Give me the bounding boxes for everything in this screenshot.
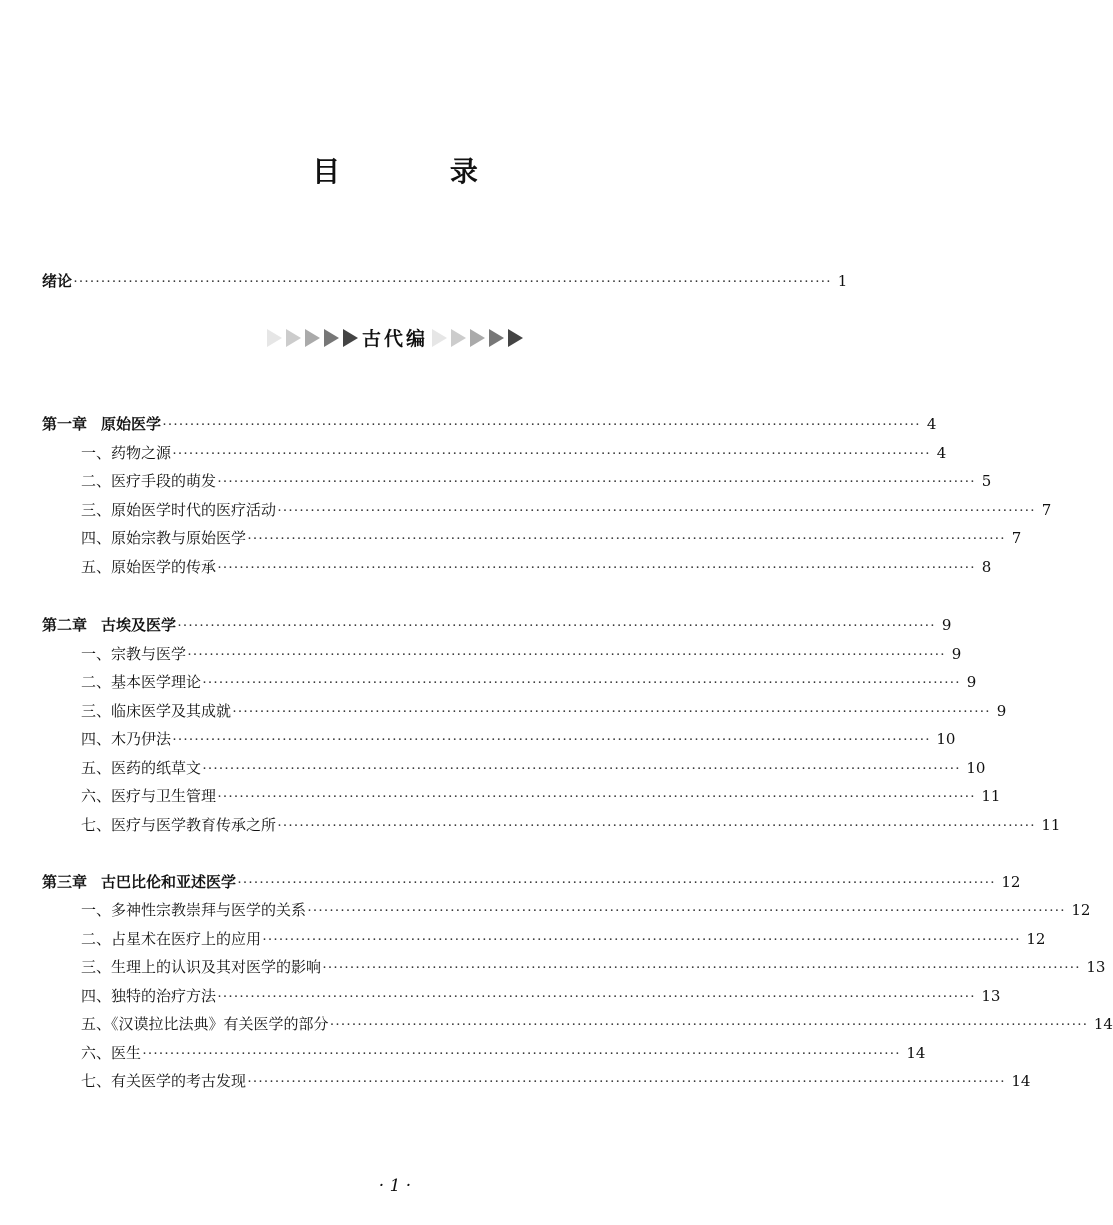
dot-leader: ·········································································································································· bbox=[172, 446, 931, 462]
toc-entry-label: 绪论 bbox=[42, 272, 73, 290]
dot-leader: ·········································································································································· bbox=[322, 960, 1081, 976]
toc-section-label: 四、木乃伊法 bbox=[81, 730, 172, 748]
left-arrows-icon bbox=[267, 329, 358, 347]
toc-section[interactable] bbox=[81, 758, 986, 779]
toc-section-label: 七、有关医学的考古发现 bbox=[81, 1072, 247, 1090]
toc-page-number: 7 bbox=[1011, 529, 1022, 547]
toc-page-number: 10 bbox=[966, 759, 986, 777]
toc-section[interactable] bbox=[81, 701, 1007, 722]
toc-section-label: 六、医疗与卫生管理 bbox=[81, 787, 217, 805]
toc-page-number: 14 bbox=[1093, 1015, 1113, 1033]
toc-section[interactable] bbox=[81, 443, 947, 464]
dot-leader: ·········································································································································· bbox=[172, 732, 931, 748]
toc-section-label: 二、占星术在医疗上的应用 bbox=[81, 930, 262, 948]
dot-leader: ·········································································································································· bbox=[217, 789, 976, 805]
toc-section-label: 四、原始宗教与原始医学 bbox=[81, 529, 247, 547]
toc-section-label: 一、药物之源 bbox=[81, 444, 172, 462]
toc-section-label: 六、医生 bbox=[81, 1044, 142, 1062]
toc-section[interactable] bbox=[81, 1043, 926, 1064]
part-title: 古代编 bbox=[361, 328, 428, 350]
dot-leader: ·········································································································································· bbox=[217, 989, 976, 1005]
toc-chapter-1[interactable] bbox=[42, 414, 937, 435]
toc-page-number: 8 bbox=[981, 558, 992, 576]
toc-page-number: 9 bbox=[966, 673, 977, 691]
chapter-number: 第三章 bbox=[42, 873, 88, 891]
toc-section[interactable] bbox=[81, 957, 1106, 978]
dot-leader: ·········································································································································· bbox=[217, 560, 976, 576]
toc-chapter-3[interactable] bbox=[42, 872, 1021, 893]
toc-section-label: 五、原始医学的传承 bbox=[81, 558, 217, 576]
toc-section-label: 二、基本医学理论 bbox=[81, 673, 202, 691]
page-title: 目 录 bbox=[312, 155, 528, 188]
toc-chapter-label bbox=[42, 414, 161, 434]
toc-page-number: 13 bbox=[1086, 958, 1106, 976]
toc-section[interactable] bbox=[81, 557, 992, 578]
dot-leader: ·········································································································································· bbox=[187, 647, 946, 663]
toc-page-number: 12 bbox=[1001, 873, 1021, 891]
toc-section[interactable] bbox=[81, 986, 1001, 1007]
dot-leader: ·········································································································································· bbox=[277, 503, 1036, 519]
right-arrows-icon bbox=[432, 329, 523, 347]
dot-leader: ·········································································································································· bbox=[73, 274, 832, 290]
dot-leader: ·········································································································································· bbox=[237, 875, 996, 891]
toc-section-label: 五、医药的纸草文 bbox=[81, 759, 202, 777]
toc-section-label: 四、独特的治疗方法 bbox=[81, 987, 217, 1005]
dot-leader: ·········································································································································· bbox=[247, 1074, 1006, 1090]
chapter-title: 古巴比伦和亚述医学 bbox=[101, 873, 237, 891]
toc-chapter-2[interactable] bbox=[42, 615, 952, 636]
dot-leader: ·········································································································································· bbox=[217, 474, 976, 490]
toc-section-label: 三、原始医学时代的医疗活动 bbox=[81, 501, 277, 519]
toc-section[interactable] bbox=[81, 1071, 1031, 1092]
page-number-footer: · 1 · bbox=[378, 1176, 412, 1196]
toc-entry-intro[interactable] bbox=[42, 271, 848, 292]
toc-page-number: 9 bbox=[951, 645, 962, 663]
chapter-number: 第一章 bbox=[42, 415, 88, 433]
toc-section-label: 三、生理上的认识及其对医学的影响 bbox=[81, 958, 322, 976]
toc-page-number: 12 bbox=[1026, 930, 1046, 948]
dot-leader: ·········································································································································· bbox=[329, 1017, 1088, 1033]
toc-section[interactable] bbox=[81, 929, 1046, 950]
toc-page-number: 9 bbox=[941, 616, 952, 634]
toc-section-label: 五、《汉谟拉比法典》有关医学的部分 bbox=[81, 1015, 329, 1033]
toc-page-number: 5 bbox=[981, 472, 992, 490]
toc-page-number: 11 bbox=[981, 787, 1001, 805]
toc-section[interactable] bbox=[81, 900, 1091, 921]
toc-page-number: 4 bbox=[926, 415, 937, 433]
toc-page-number: 11 bbox=[1041, 816, 1061, 834]
toc-page-number: 9 bbox=[996, 702, 1007, 720]
chapter-title: 古埃及医学 bbox=[101, 616, 177, 634]
toc-chapter-label bbox=[42, 872, 236, 892]
toc-page-number: 14 bbox=[1011, 1072, 1031, 1090]
toc-section-label: 三、临床医学及其成就 bbox=[81, 702, 232, 720]
dot-leader: ·········································································································································· bbox=[202, 675, 961, 691]
dot-leader: ·········································································································································· bbox=[232, 704, 991, 720]
toc-page-number: 14 bbox=[906, 1044, 926, 1062]
dot-leader: ·········································································································································· bbox=[277, 818, 1036, 834]
dot-leader: ·········································································································································· bbox=[162, 417, 921, 433]
toc-section[interactable] bbox=[81, 500, 1052, 521]
toc-section[interactable] bbox=[81, 1014, 1113, 1035]
toc-page-number: 7 bbox=[1041, 501, 1052, 519]
toc-section-label: 二、医疗手段的萌发 bbox=[81, 472, 217, 490]
toc-page-number: 12 bbox=[1071, 901, 1091, 919]
toc-page-number: 1 bbox=[837, 272, 848, 290]
toc-section[interactable] bbox=[81, 528, 1022, 549]
dot-leader: ·········································································································································· bbox=[262, 932, 1021, 948]
toc-page-number: 4 bbox=[936, 444, 947, 462]
dot-leader: ·········································································································································· bbox=[142, 1046, 901, 1062]
toc-section-label: 一、宗教与医学 bbox=[81, 645, 187, 663]
toc-section[interactable] bbox=[81, 729, 956, 750]
toc-section[interactable] bbox=[81, 815, 1061, 836]
toc-section-label: 一、多神性宗教崇拜与医学的关系 bbox=[81, 901, 307, 919]
part-heading bbox=[0, 324, 790, 351]
toc-page-number: 13 bbox=[981, 987, 1001, 1005]
toc-section[interactable] bbox=[81, 786, 1001, 807]
toc-section[interactable] bbox=[81, 672, 977, 693]
toc-section[interactable] bbox=[81, 644, 962, 665]
toc-section-label: 七、医疗与医学教育传承之所 bbox=[81, 816, 277, 834]
dot-leader: ·········································································································································· bbox=[177, 618, 936, 634]
dot-leader: ·········································································································································· bbox=[307, 903, 1066, 919]
toc-page-number: 10 bbox=[936, 730, 956, 748]
toc-section[interactable] bbox=[81, 471, 992, 492]
dot-leader: ·········································································································································· bbox=[247, 531, 1006, 547]
chapter-title: 原始医学 bbox=[101, 415, 162, 433]
dot-leader: ·········································································································································· bbox=[202, 761, 961, 777]
toc-chapter-label bbox=[42, 615, 176, 635]
chapter-number: 第二章 bbox=[42, 616, 88, 634]
